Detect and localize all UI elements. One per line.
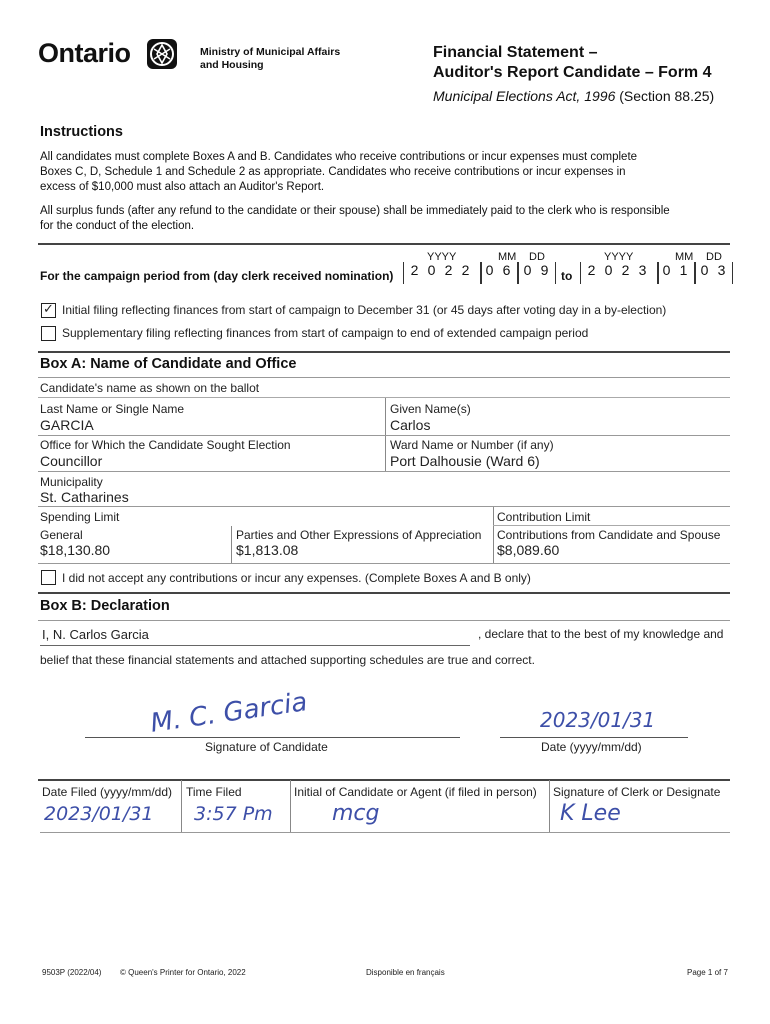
- box-b-heading: Box B: Declaration: [40, 598, 170, 614]
- from-month-field[interactable]: [480, 262, 518, 284]
- box-a-heading: Box A: Name of Candidate and Office: [40, 356, 297, 372]
- date-digit: 2: [410, 262, 419, 278]
- clerk-signature-value[interactable]: K Lee: [560, 801, 621, 826]
- declaration-date[interactable]: 2023/01/31: [540, 708, 656, 732]
- given-name-label: Given Name(s): [390, 402, 471, 416]
- to-yyyy-header: YYYY: [604, 251, 634, 263]
- last-name-label: Last Name or Single Name: [40, 402, 185, 416]
- office-label: Office for Which the Candidate Sought Election: [40, 438, 291, 452]
- page-number: Page 1 of 7: [687, 968, 728, 977]
- ministry-name: Ministry of Municipal Affairs and Housing: [200, 46, 341, 71]
- spending-limit-label: Spending Limit: [40, 510, 120, 524]
- ballot-name-label: Candidate's name as shown on the ballot: [40, 381, 260, 395]
- from-mm-header: MM: [498, 251, 517, 263]
- date-digit: 0: [662, 262, 671, 278]
- signature-of-candidate-label: Signature of Candidate: [205, 740, 328, 754]
- date-digit: 3: [717, 262, 726, 278]
- contributions-candidate-spouse-value[interactable]: $8,089.60: [497, 542, 560, 558]
- date-digit: 6: [502, 262, 511, 278]
- date-digit: 2: [461, 262, 470, 278]
- general-label: General: [40, 528, 83, 542]
- date-digit: 9: [540, 262, 549, 278]
- time-filed-label: Time Filed: [186, 785, 242, 799]
- date-digit: 0: [523, 262, 532, 278]
- declarant-name[interactable]: I, N. Carlos Garcia: [42, 627, 149, 642]
- date-filed-value[interactable]: 2023/01/31: [44, 803, 154, 825]
- date-filed-label: Date Filed (yyyy/mm/dd): [42, 785, 173, 799]
- time-filed-value[interactable]: 3:57 Pm: [194, 803, 273, 825]
- to-label: to: [561, 269, 573, 283]
- date-digit: 0: [427, 262, 436, 278]
- ontario-trillium-logo: [146, 38, 178, 70]
- instructions-paragraph-1: All candidates must complete Boxes A and B. Candidates who receive contributions or incur expenses must complete Boxes C, D, Schedule 1 and Schedule 2 as appropriate. Candidates who receive contributions or incur expenses in excess of $10,000 must also attach an Auditor's Report.: [40, 151, 638, 193]
- copyright: © Queen's Printer for Ontario, 2022: [120, 968, 246, 977]
- declaration-text-1: , declare that to the best of my knowledge and: [478, 627, 724, 641]
- date-digit: 2: [587, 262, 596, 278]
- initial-candidate-agent-label: Initial of Candidate or Agent (if filed in person): [294, 785, 537, 799]
- declaration-text-2: belief that these financial statements and attached supporting schedules are true and correct.: [40, 653, 535, 667]
- french-availability: Disponible en français: [366, 968, 445, 977]
- municipality-label: Municipality: [40, 475, 103, 489]
- form-subtitle: Municipal Elections Act, 1996 (Section 88.25): [433, 88, 715, 104]
- parties-label: Parties and Other Expressions of Appreciation: [236, 528, 482, 542]
- date-digit: 2: [621, 262, 630, 278]
- supplementary-filing-label: Supplementary filing reflecting finances from start of campaign to end of extended campaign period: [62, 326, 589, 340]
- declaration-date-label: Date (yyyy/mm/dd): [541, 740, 642, 754]
- initial-value[interactable]: mcg: [332, 801, 380, 826]
- no-contributions-label: I did not accept any contributions or incur any expenses. (Complete Boxes A and B only): [62, 571, 531, 585]
- form-title: Financial Statement – Auditor's Report Candidate – Form 4: [433, 44, 712, 81]
- ward-value[interactable]: Port Dalhousie (Ward 6): [390, 453, 540, 469]
- instructions-heading: Instructions: [40, 124, 123, 140]
- parties-value[interactable]: $1,813.08: [236, 542, 299, 558]
- from-dd-header: DD: [529, 251, 545, 263]
- last-name-value[interactable]: GARCIA: [40, 417, 94, 433]
- to-dd-header: DD: [706, 251, 722, 263]
- form-number: 9503P (2022/04): [42, 968, 102, 977]
- from-day-field[interactable]: [518, 262, 556, 284]
- campaign-period-label: For the campaign period from (day clerk received nomination): [40, 269, 394, 283]
- from-year-field[interactable]: [403, 262, 482, 284]
- to-month-field[interactable]: [657, 262, 695, 284]
- contribution-limit-label: Contribution Limit: [497, 510, 591, 524]
- date-digit: 3: [638, 262, 647, 278]
- to-year-field[interactable]: [580, 262, 659, 284]
- candidate-signature[interactable]: M. C. Garcia: [148, 687, 310, 739]
- supplementary-filing-checkbox[interactable]: [41, 326, 56, 341]
- municipality-value[interactable]: St. Catharines: [40, 489, 129, 505]
- ward-label: Ward Name or Number (if any): [390, 438, 554, 452]
- ontario-wordmark: Ontario: [38, 38, 131, 68]
- office-value[interactable]: Councillor: [40, 453, 103, 469]
- contributions-candidate-spouse-label: Contributions from Candidate and Spouse: [497, 528, 721, 542]
- date-digit: 0: [700, 262, 709, 278]
- from-yyyy-header: YYYY: [427, 251, 457, 263]
- initial-filing-label: Initial filing reflecting finances from start of campaign to December 31 (or 45 days after voting day in a by-election): [62, 303, 667, 317]
- instructions-paragraph-2: All surplus funds (after any refund to the candidate or their spouse) shall be immediately paid to the clerk who is responsible for the conduct of the election.: [40, 205, 670, 232]
- to-day-field[interactable]: [695, 262, 733, 284]
- clerk-signature-label: Signature of Clerk or Designate: [553, 785, 721, 799]
- no-contributions-checkbox[interactable]: [41, 570, 56, 585]
- general-value[interactable]: $18,130.80: [40, 542, 111, 558]
- date-digit: 1: [679, 262, 688, 278]
- date-digit: 0: [604, 262, 613, 278]
- date-digit: 2: [444, 262, 453, 278]
- to-mm-header: MM: [675, 251, 694, 263]
- initial-filing-checkbox[interactable]: [41, 303, 56, 318]
- given-name-value[interactable]: Carlos: [390, 417, 431, 433]
- date-digit: 0: [485, 262, 494, 278]
